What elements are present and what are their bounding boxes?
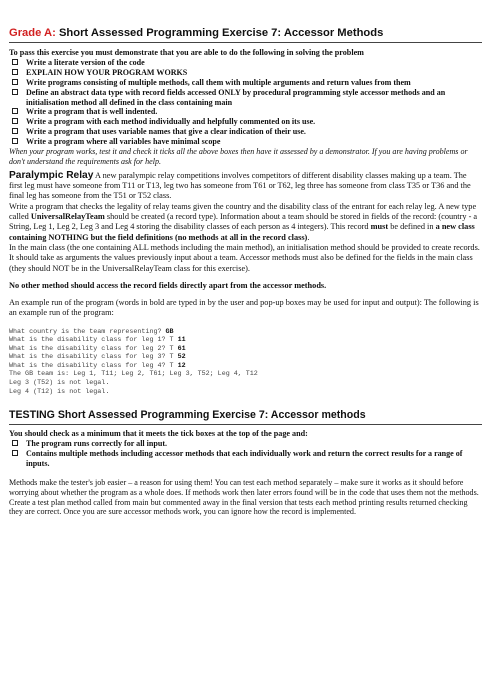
checkbox-icon	[12, 450, 18, 456]
run-prompt: The GB team is: Leg 1, T11; Leg 2, T61; Leg 3, T52; Leg 4, T12	[9, 370, 258, 379]
user-input: 12	[177, 361, 186, 370]
testing-title: TESTING Short Assessed Programming Exercise 7: Accessor methods	[9, 409, 482, 425]
problem-paragraph-5: An example run of the program (words in bold are typed in by the user and pop-up boxes may be used for input and output): The following is an example run of the program:	[9, 298, 479, 318]
user-input: GB	[165, 327, 174, 336]
requirement-item	[9, 88, 482, 108]
run-prompt: What is the disability class for leg 4? T	[9, 361, 178, 370]
emphasis: a new class containing NOTHING but the field definitions (no methods at all in the record class)	[9, 222, 475, 242]
requirement-item	[9, 127, 482, 137]
run-prompt: What is the disability class for leg 1? T	[9, 336, 178, 345]
checkbox-icon	[12, 128, 18, 134]
problem-paragraph-2	[9, 202, 482, 243]
requirement-item	[9, 78, 482, 88]
requirement-text: Write a literate version of the code	[26, 57, 145, 67]
testing-text: The program runs correctly for all input.	[26, 439, 168, 449]
spacer	[9, 291, 482, 298]
run-line	[9, 370, 258, 378]
run-prompt: Leg 3 (T52) is not legal.	[9, 379, 110, 388]
problem-paragraph-1	[9, 171, 482, 202]
requirement-text: Write a program with each method individually and helpfully commented on its use.	[26, 117, 316, 127]
user-input: 61	[177, 344, 186, 353]
requirement-text: Write programs consisting of multiple methods, call them with multiple arguments and return values from them	[26, 77, 411, 87]
checkbox-icon	[12, 59, 18, 65]
requirement-item	[9, 68, 482, 78]
checkbox-icon	[12, 440, 18, 446]
run-line	[9, 336, 186, 344]
requirements-checklist	[9, 58, 482, 147]
text-span: be defined in	[388, 222, 436, 232]
text-span: Write a program that checks the legality of relay teams given the country and the disability class of the entrant for each relay leg. A new type called	[9, 201, 477, 222]
testing-item	[9, 439, 482, 449]
requirement-item	[9, 107, 482, 117]
text-span: .	[307, 232, 310, 242]
grade-label: Grade A:	[9, 27, 56, 39]
requirement-text: Write a program where all variables have minimal scope	[26, 137, 221, 147]
testing-checklist	[9, 439, 482, 469]
user-input: 11	[177, 336, 186, 345]
example-run-block	[9, 328, 482, 396]
testing-item	[9, 449, 482, 469]
checkbox-icon	[12, 69, 18, 75]
checkbox-icon	[12, 118, 18, 124]
testing-intro: You should check as a minimum that it meets the tick boxes at the top of the page and:	[9, 429, 308, 439]
problem-text-1: A new paralympic relay competitions involves competitors of different disability classes making up a team. The first leg must have someone from T11 or T13, leg two has someone from T61 or T62, leg three has someone from class T35 or T36 and the final leg has someone from the T51 or T52 class.	[9, 170, 471, 201]
requirement-text: Write a program that uses variable names that give a clear indication of their use.	[26, 127, 306, 137]
page-title	[9, 26, 482, 43]
requirement-text: EXPLAIN HOW YOUR PROGRAM WORKS	[26, 67, 188, 77]
run-prompt: What is the disability class for leg 3? T	[9, 353, 178, 362]
testing-text: Contains multiple methods including accessor methods that each individually work and return the correct results for a range of inputs.	[26, 448, 463, 468]
run-line	[9, 379, 109, 387]
run-line	[9, 353, 186, 361]
emphasis: must	[370, 222, 389, 232]
user-input: 52	[177, 353, 186, 362]
problem-paragraph-3: In the main class (the one containing ALL methods including the main method), an initialisation method should be provided to create records. It should take as arguments the values previously input about a team. Accessor methods must also be defined for the fields in the main class (they should NOT be in the UniversalRelayTeam class for this exercise).	[9, 242, 480, 273]
requirement-item	[9, 117, 482, 127]
run-prompt: Leg 4 (T12) is not legal.	[9, 387, 110, 396]
run-line	[9, 328, 174, 336]
spacer	[9, 274, 482, 281]
exercise-title: Short Assessed Programming Exercise 7: Accessor Methods	[55, 27, 384, 39]
checkbox-icon	[12, 108, 18, 114]
requirement-item	[9, 58, 482, 68]
testing-outro: Methods make the tester's job easier – a reason for using them! You can test each method separately – make sure it works as it should before worrying about whether the program as a whole does. If methods work then later errors found will be in the code that uses them not the methods. Create a test plan method called from main but commented away in the final version that tests each method printing results returned checking they are correct. Once you are sure accessor methods work, you can ignore how the record is implemented.	[9, 477, 479, 517]
run-line	[9, 388, 109, 396]
requirement-text: Write a program that is well indented.	[26, 107, 158, 117]
run-line	[9, 362, 186, 370]
instructions-note: When your program works, test it and check it ticks all the above boxes then have it assessed by a demonstrator. If you are having problems or don't understand the requirements ask for help.	[9, 147, 468, 166]
checkbox-icon	[12, 138, 18, 144]
requirement-text: Define an abstract data type with record fields accessed ONLY by procedural programming style accessor methods and an initialisation method all defined in the class containing main	[26, 87, 446, 107]
intro-text: To pass this exercise you must demonstrate that you are able to do the following in solving the problem	[9, 48, 364, 57]
run-line	[9, 345, 186, 353]
requirement-item	[9, 137, 482, 147]
run-prompt: What country is the team representing?	[9, 327, 166, 336]
checkbox-icon	[12, 89, 18, 95]
run-prompt: What is the disability class for leg 2? T	[9, 344, 178, 353]
checkbox-icon	[12, 79, 18, 85]
text-span: should be created (a record type). Information about a team should be stored in fields of the record: (country - a String, Leg 1, Leg 2, Leg 3 and Leg 4 storing the disability classes of each person as 4 integers). This record	[9, 212, 478, 232]
type-name: UniversalRelayTeam	[30, 212, 105, 222]
problem-title: Paralympic Relay	[9, 169, 94, 181]
problem-paragraph-4: No other method should access the record fields directly apart from the accessor methods.	[9, 280, 327, 290]
